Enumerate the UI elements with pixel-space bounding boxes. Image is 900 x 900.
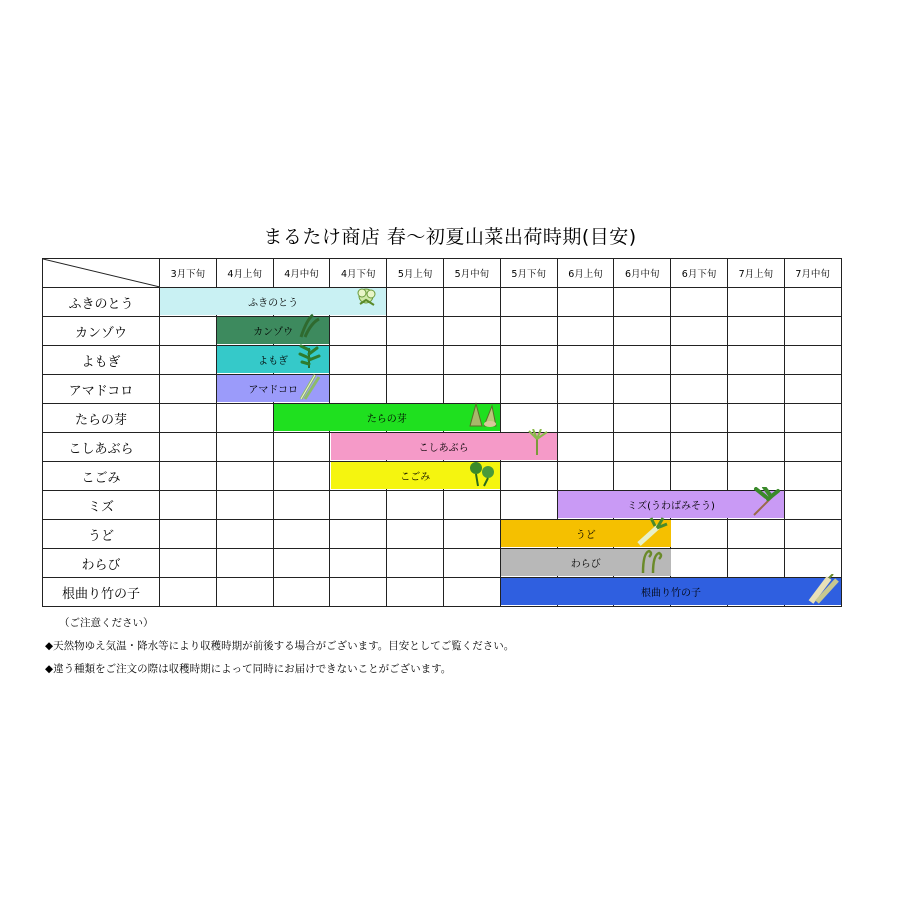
shipping-schedule-chart bbox=[42, 258, 841, 606]
period-header: 4月中旬 bbox=[273, 259, 330, 288]
vegetable-name: ミズ bbox=[43, 491, 160, 520]
period-cell bbox=[557, 433, 614, 462]
vegetable-name: たらの芽 bbox=[43, 404, 160, 433]
period-cell bbox=[443, 375, 500, 404]
period-cell bbox=[387, 462, 444, 491]
period-cell bbox=[443, 346, 500, 375]
season-bar-label: ふきのとう bbox=[248, 298, 299, 309]
period-cell bbox=[273, 317, 330, 346]
period-cell bbox=[216, 375, 273, 404]
notes-heading: （ご注意ください） bbox=[59, 617, 154, 629]
page-title: まるたけ商店 春～初夏山菜出荷時期(目安) bbox=[263, 226, 637, 248]
period-header: 5月中旬 bbox=[443, 259, 500, 288]
vegetable-name: アマドコロ bbox=[43, 375, 160, 404]
period-cell bbox=[216, 491, 273, 520]
period-cell bbox=[273, 491, 330, 520]
season-bar-label: こしあぶら bbox=[418, 443, 469, 454]
period-header: 7月上旬 bbox=[727, 259, 784, 288]
period-header: 6月中旬 bbox=[614, 259, 671, 288]
period-cell bbox=[387, 288, 444, 317]
period-cell bbox=[784, 375, 841, 404]
period-cell bbox=[160, 462, 217, 491]
period-cell bbox=[387, 317, 444, 346]
schedule-grid bbox=[42, 258, 842, 607]
period-cell bbox=[330, 578, 387, 607]
period-cell bbox=[557, 404, 614, 433]
period-cell bbox=[671, 433, 728, 462]
period-cell bbox=[330, 462, 387, 491]
period-cell bbox=[727, 578, 784, 607]
period-cell bbox=[330, 433, 387, 462]
period-cell bbox=[330, 317, 387, 346]
vegetable-row bbox=[43, 462, 842, 491]
period-cell bbox=[671, 375, 728, 404]
period-cell bbox=[443, 433, 500, 462]
period-cell bbox=[671, 346, 728, 375]
vegetable-name: よもぎ bbox=[43, 346, 160, 375]
period-cell bbox=[273, 346, 330, 375]
period-cell bbox=[727, 317, 784, 346]
period-cell bbox=[273, 462, 330, 491]
period-cell bbox=[443, 404, 500, 433]
period-cell bbox=[216, 520, 273, 549]
period-cell bbox=[500, 520, 557, 549]
period-cell bbox=[557, 462, 614, 491]
period-cell bbox=[671, 578, 728, 607]
period-cell bbox=[387, 346, 444, 375]
period-cell bbox=[784, 462, 841, 491]
period-cell bbox=[727, 491, 784, 520]
vegetable-row bbox=[43, 317, 842, 346]
period-cell bbox=[727, 288, 784, 317]
season-bar-label: カンゾウ bbox=[253, 327, 294, 338]
period-cell bbox=[671, 317, 728, 346]
vegetable-row bbox=[43, 549, 842, 578]
vegetable-row bbox=[43, 578, 842, 607]
period-cell bbox=[160, 549, 217, 578]
period-cell bbox=[387, 549, 444, 578]
period-cell bbox=[387, 578, 444, 607]
vegetable-name: わらび bbox=[43, 549, 160, 578]
period-cell bbox=[500, 549, 557, 578]
period-cell bbox=[614, 317, 671, 346]
period-cell bbox=[160, 288, 217, 317]
period-cell bbox=[216, 288, 273, 317]
period-cell bbox=[614, 404, 671, 433]
period-cell bbox=[330, 491, 387, 520]
period-header: 4月上旬 bbox=[216, 259, 273, 288]
vegetable-row bbox=[43, 375, 842, 404]
period-cell bbox=[500, 578, 557, 607]
period-cell bbox=[160, 375, 217, 404]
vegetable-name: 根曲り竹の子 bbox=[43, 578, 160, 607]
period-cell bbox=[273, 433, 330, 462]
period-cell bbox=[557, 288, 614, 317]
period-header: 6月下旬 bbox=[671, 259, 728, 288]
period-cell bbox=[727, 462, 784, 491]
period-cell bbox=[727, 549, 784, 578]
season-bar-label: よもぎ bbox=[258, 356, 289, 367]
period-cell bbox=[160, 491, 217, 520]
period-cell bbox=[727, 520, 784, 549]
period-cell bbox=[557, 578, 614, 607]
period-cell bbox=[273, 549, 330, 578]
period-cell bbox=[500, 433, 557, 462]
period-cell bbox=[330, 404, 387, 433]
period-cell bbox=[387, 433, 444, 462]
period-cell bbox=[330, 346, 387, 375]
vegetable-row bbox=[43, 404, 842, 433]
period-cell bbox=[330, 520, 387, 549]
period-cell bbox=[784, 549, 841, 578]
season-bar-label: ミズ(うわばみそう) bbox=[627, 501, 715, 512]
period-cell bbox=[387, 491, 444, 520]
period-cell bbox=[500, 317, 557, 346]
vegetable-row bbox=[43, 520, 842, 549]
period-cell bbox=[216, 549, 273, 578]
period-cell bbox=[443, 317, 500, 346]
period-cell bbox=[671, 404, 728, 433]
period-header: 4月下旬 bbox=[330, 259, 387, 288]
period-cell bbox=[443, 288, 500, 317]
period-cell bbox=[784, 578, 841, 607]
period-header: 5月上旬 bbox=[387, 259, 444, 288]
period-cell bbox=[557, 520, 614, 549]
period-cell bbox=[443, 578, 500, 607]
season-bar-label: わらび bbox=[570, 559, 601, 570]
vegetable-name: こごみ bbox=[43, 462, 160, 491]
period-cell bbox=[216, 404, 273, 433]
vegetable-row bbox=[43, 288, 842, 317]
period-cell bbox=[273, 578, 330, 607]
period-cell bbox=[784, 491, 841, 520]
period-header: 3月下旬 bbox=[160, 259, 217, 288]
period-cell bbox=[614, 491, 671, 520]
note-line-2: ◆違う種類をご注文の際は収穫時期によって同時にお届けできないことがございます。 bbox=[45, 663, 452, 675]
vegetable-name: ふきのとう bbox=[43, 288, 160, 317]
period-cell bbox=[784, 317, 841, 346]
period-cell bbox=[216, 433, 273, 462]
period-header: 7月中旬 bbox=[784, 259, 841, 288]
period-cell bbox=[614, 520, 671, 549]
period-cell bbox=[500, 462, 557, 491]
period-cell bbox=[557, 317, 614, 346]
period-cell bbox=[443, 462, 500, 491]
period-cell bbox=[443, 520, 500, 549]
period-cell bbox=[671, 520, 728, 549]
period-cell bbox=[784, 288, 841, 317]
period-cell bbox=[387, 520, 444, 549]
period-cell bbox=[671, 288, 728, 317]
period-cell bbox=[784, 404, 841, 433]
period-cell bbox=[160, 317, 217, 346]
period-cell bbox=[500, 375, 557, 404]
period-cell bbox=[160, 404, 217, 433]
period-cell bbox=[330, 375, 387, 404]
period-cell bbox=[557, 491, 614, 520]
period-cell bbox=[614, 375, 671, 404]
diagonal-line bbox=[43, 259, 160, 287]
period-cell bbox=[557, 549, 614, 578]
period-cell bbox=[216, 578, 273, 607]
vegetable-name: こしあぶら bbox=[43, 433, 160, 462]
period-header: 6月上旬 bbox=[557, 259, 614, 288]
period-cell bbox=[671, 462, 728, 491]
period-cell bbox=[160, 520, 217, 549]
period-cell bbox=[500, 404, 557, 433]
period-cell bbox=[727, 375, 784, 404]
notes bbox=[45, 612, 514, 681]
season-bar-label: アマドコロ bbox=[248, 385, 298, 396]
period-cell bbox=[614, 433, 671, 462]
season-bar-label: 根曲り竹の子 bbox=[641, 588, 701, 599]
period-cell bbox=[671, 549, 728, 578]
period-cell bbox=[216, 462, 273, 491]
period-cell bbox=[160, 433, 217, 462]
vegetable-row bbox=[43, 433, 842, 462]
note-line-1: ◆天然物ゆえ気温・降水等により収穫時期が前後する場合がございます。目安としてご覧ください。 bbox=[45, 640, 515, 652]
period-cell bbox=[784, 346, 841, 375]
period-cell bbox=[557, 375, 614, 404]
period-cell bbox=[387, 375, 444, 404]
period-cell bbox=[216, 317, 273, 346]
vegetable-row bbox=[43, 346, 842, 375]
season-bar-label: たらの芽 bbox=[366, 414, 407, 425]
period-cell bbox=[273, 288, 330, 317]
period-cell bbox=[784, 433, 841, 462]
period-cell bbox=[614, 578, 671, 607]
period-cell bbox=[614, 462, 671, 491]
period-cell bbox=[273, 375, 330, 404]
period-cell bbox=[443, 491, 500, 520]
corner-cell bbox=[43, 259, 160, 288]
period-cell bbox=[727, 433, 784, 462]
period-cell bbox=[330, 549, 387, 578]
period-cell bbox=[273, 520, 330, 549]
period-header-row bbox=[43, 259, 842, 288]
period-cell bbox=[614, 549, 671, 578]
period-cell bbox=[500, 288, 557, 317]
vegetable-row bbox=[43, 491, 842, 520]
period-header: 5月下旬 bbox=[500, 259, 557, 288]
period-cell bbox=[671, 491, 728, 520]
period-cell bbox=[727, 404, 784, 433]
period-cell bbox=[614, 288, 671, 317]
period-cell bbox=[443, 549, 500, 578]
season-bar-label: こごみ bbox=[400, 472, 431, 483]
period-cell bbox=[330, 288, 387, 317]
season-bar-label: うど bbox=[575, 530, 596, 541]
period-cell bbox=[160, 346, 217, 375]
period-cell bbox=[727, 346, 784, 375]
period-cell bbox=[614, 346, 671, 375]
period-cell bbox=[160, 578, 217, 607]
period-cell bbox=[216, 346, 273, 375]
period-cell bbox=[387, 404, 444, 433]
period-cell bbox=[557, 346, 614, 375]
period-cell bbox=[500, 491, 557, 520]
period-cell bbox=[500, 346, 557, 375]
period-cell bbox=[784, 520, 841, 549]
vegetable-name: カンゾウ bbox=[43, 317, 160, 346]
period-cell bbox=[273, 404, 330, 433]
vegetable-name: うど bbox=[43, 520, 160, 549]
